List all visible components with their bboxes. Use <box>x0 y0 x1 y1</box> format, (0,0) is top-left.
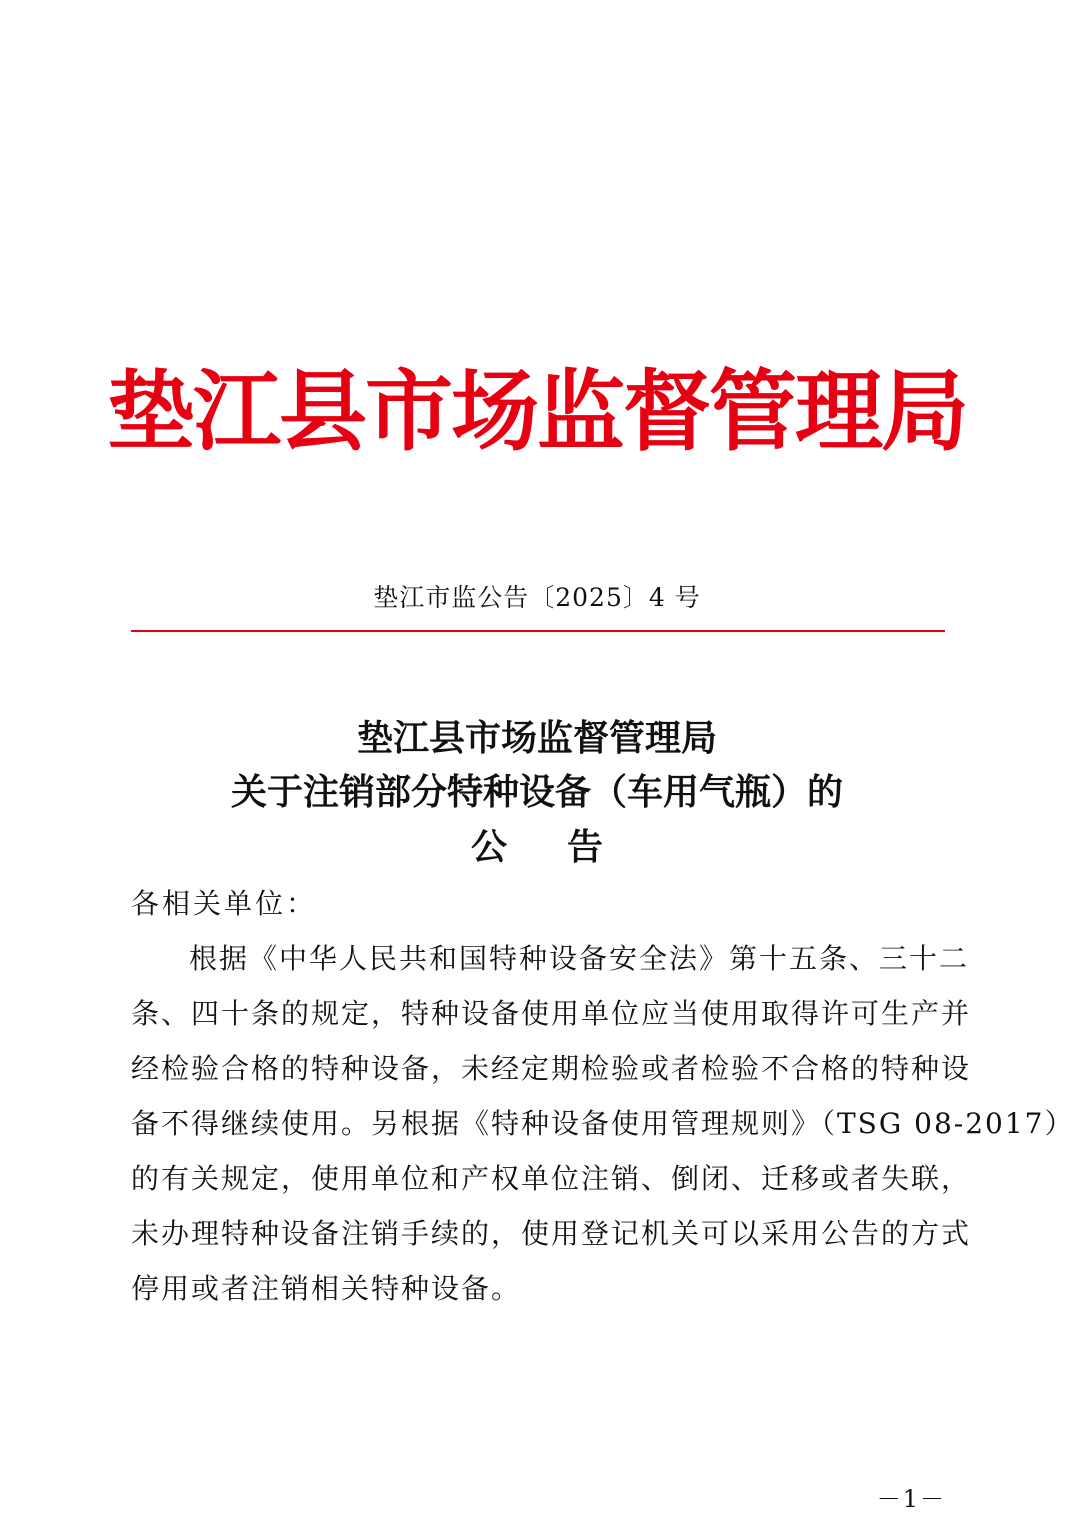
masthead-title: 垫江县市场监督管理局 <box>106 360 967 463</box>
page-number: －1－ <box>876 1485 946 1513</box>
body-line: 备不得继续使用。另根据《特种设备使用管理规则》（TSG 08-2017） <box>131 1107 1074 1140</box>
title-line-1: 垫江县市场监督管理局 <box>356 718 717 759</box>
salutation: 各相关单位： <box>131 887 318 920</box>
body-line: 停用或者注销相关特种设备。 <box>131 1272 522 1305</box>
body-line: 未办理特种设备注销手续的，使用登记机关可以采用公告的方式 <box>131 1217 972 1250</box>
title-line-3: 公告 <box>470 827 663 868</box>
red-divider-line <box>131 630 945 632</box>
body-line: 的有关规定，使用单位和产权单位注销、倒闭、迁移或者失联， <box>131 1162 972 1195</box>
title-line-2: 关于注销部分特种设备（车用气瓶）的 <box>230 772 843 813</box>
body-line: 条、四十条的规定，特种设备使用单位应当使用取得许可生产并 <box>131 997 972 1030</box>
body-line: 经检验合格的特种设备，未经定期检验或者检验不合格的特种设 <box>131 1052 972 1085</box>
body-line: 根据《中华人民共和国特种设备安全法》第十五条、三十二 <box>189 942 970 975</box>
document-number: 垫江市监公告〔2025〕4 号 <box>373 583 701 612</box>
